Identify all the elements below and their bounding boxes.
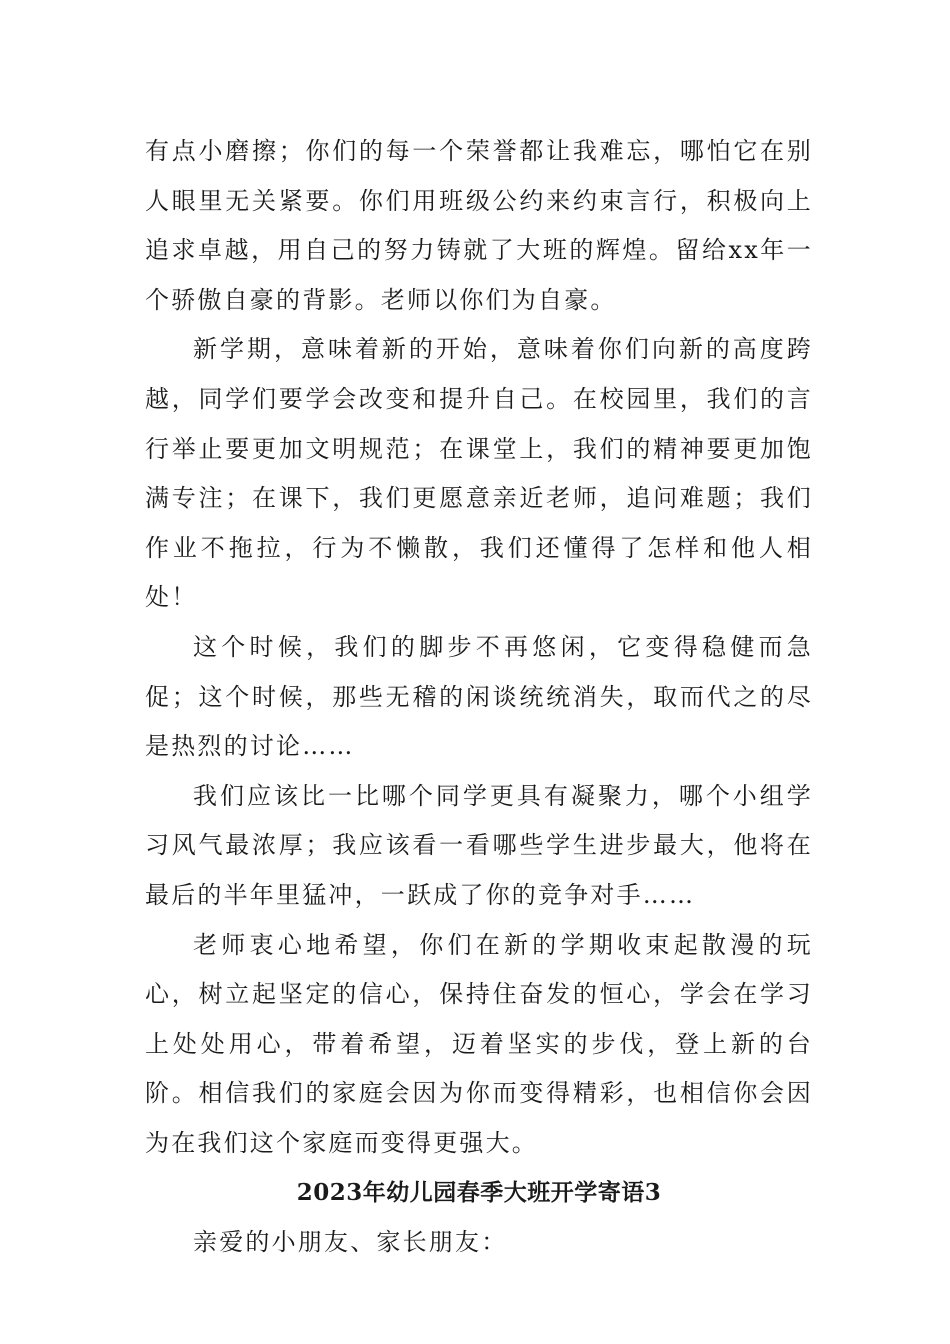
greeting-line: 亲爱的小朋友、家长朋友： bbox=[193, 1228, 508, 1257]
paragraph-teacher-hope: 老师衷心地希望，你们在新的学期收束起散漫的玩心，树立起坚定的信心，保持住奋发的恒心，学会在学习上处处用心，带着希望，迈着坚实的步伐，登上新的台阶。相信我们的家庭会因为你而变得精彩，也相信你会因为在我们这个家庭而变得更强大。 bbox=[145, 930, 813, 1157]
section-title: 2023年幼儿园春季大班开学寄语3 bbox=[296, 1179, 662, 1207]
paragraph-new-semester: 新学期，意味着新的开始，意味着你们向新的高度跨越，同学们要学会改变和提升自己。在校园里，我们的言行举止要更加文明规范；在课堂上，我们的精神要更加饱满专注；在课下，我们更愿意亲近老师，追问难题；我们作业不拖拉，行为不懒散，我们还懂得了怎样和他人相处！ bbox=[145, 335, 813, 612]
paragraph-continued: 有点小磨擦；你们的每一个荣誉都让我难忘，哪怕它在别人眼里无关紧要。你们用班级公约来约束言行，积极向上追求卓越，用自己的努力铸就了大班的辉煌。留给xx年一个骄傲自豪的背影。老师以你们为自豪。 bbox=[145, 137, 813, 314]
paragraph-compare: 我们应该比一比哪个同学更具有凝聚力，哪个小组学习风气最浓厚；我应该看一看哪些学生进步最大，他将在最后的半年里猛冲，一跃成了你的竞争对手…… bbox=[145, 781, 813, 909]
document-body bbox=[145, 127, 813, 1268]
paragraph-this-time: 这个时候，我们的脚步不再悠闲，它变得稳健而急促；这个时候，那些无稽的闲谈统统消失，取而代之的尽是热烈的讨论…… bbox=[145, 632, 813, 761]
